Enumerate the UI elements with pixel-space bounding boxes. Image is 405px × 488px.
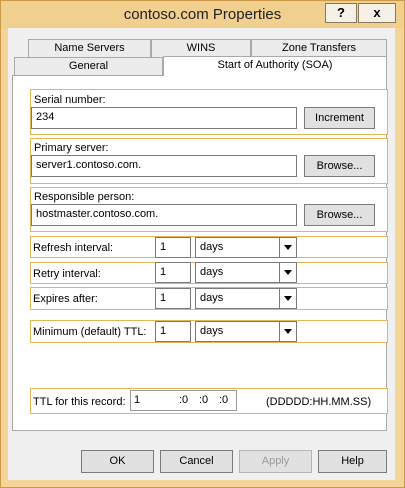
responsible-person-field[interactable]: hostmaster.contoso.com. <box>31 204 297 226</box>
primary-server-field[interactable]: server1.contoso.com. <box>31 155 297 177</box>
retry-interval-label: Retry interval: <box>33 268 101 280</box>
expires-unit-select[interactable] <box>195 288 297 309</box>
ttl-record-label: TTL for this record: <box>33 396 126 408</box>
window-title: contoso.com Properties <box>123 6 282 23</box>
tab-start-of-authority[interactable]: Start of Authority (SOA) <box>163 56 387 76</box>
minimum-ttl-unit-select[interactable] <box>195 321 297 342</box>
help-icon[interactable]: ? <box>325 3 357 23</box>
minimum-ttl-field[interactable]: 1 <box>155 321 191 342</box>
serial-label: Serial number: <box>34 94 106 106</box>
expires-after-label: Expires after: <box>33 293 98 305</box>
close-icon[interactable]: x <box>358 3 396 23</box>
chevron-down-icon[interactable] <box>279 263 296 282</box>
chevron-down-icon[interactable] <box>279 322 296 341</box>
ok-button[interactable]: OK <box>81 450 154 473</box>
ttl-seconds[interactable]: :0 <box>219 394 229 406</box>
title-bar[interactable] <box>1 1 404 29</box>
cancel-button[interactable]: Cancel <box>160 450 233 473</box>
ttl-minutes[interactable]: :0 <box>199 394 209 406</box>
responsible-person-label: Responsible person: <box>34 191 135 203</box>
ttl-days[interactable]: 1 <box>134 394 141 406</box>
ttl-record-field[interactable] <box>130 390 237 411</box>
serial-number-field[interactable]: 234 <box>31 107 297 129</box>
tab-general[interactable]: General <box>14 57 163 76</box>
minimum-ttl-unit-value: days <box>200 325 224 337</box>
tab-name-servers[interactable]: Name Servers <box>28 39 151 58</box>
refresh-unit-select[interactable] <box>195 237 297 258</box>
tab-wins[interactable]: WINS <box>151 39 251 58</box>
refresh-unit-value: days <box>200 241 224 253</box>
primary-browse-button[interactable]: Browse... <box>304 155 375 177</box>
retry-unit-select[interactable] <box>195 262 297 283</box>
help-button[interactable]: Help <box>318 450 387 473</box>
refresh-interval-label: Refresh interval: <box>33 242 114 254</box>
increment-button[interactable]: Increment <box>304 107 375 129</box>
ttl-hours[interactable]: :0 <box>179 394 189 406</box>
tab-zone-transfers[interactable]: Zone Transfers <box>251 39 387 58</box>
chevron-down-icon[interactable] <box>279 238 296 257</box>
retry-unit-value: days <box>200 266 224 278</box>
apply-button[interactable]: Apply <box>239 450 312 473</box>
ttl-format-hint: (DDDDD:HH.MM.SS) <box>266 396 372 408</box>
retry-interval-field[interactable]: 1 <box>155 262 191 283</box>
expires-unit-value: days <box>200 292 224 304</box>
primary-server-label: Primary server: <box>34 142 109 154</box>
responsible-browse-button[interactable]: Browse... <box>304 204 375 226</box>
expires-after-field[interactable]: 1 <box>155 288 191 309</box>
minimum-ttl-label: Minimum (default) TTL: <box>33 326 147 338</box>
chevron-down-icon[interactable] <box>279 289 296 308</box>
refresh-interval-field[interactable]: 1 <box>155 237 191 258</box>
